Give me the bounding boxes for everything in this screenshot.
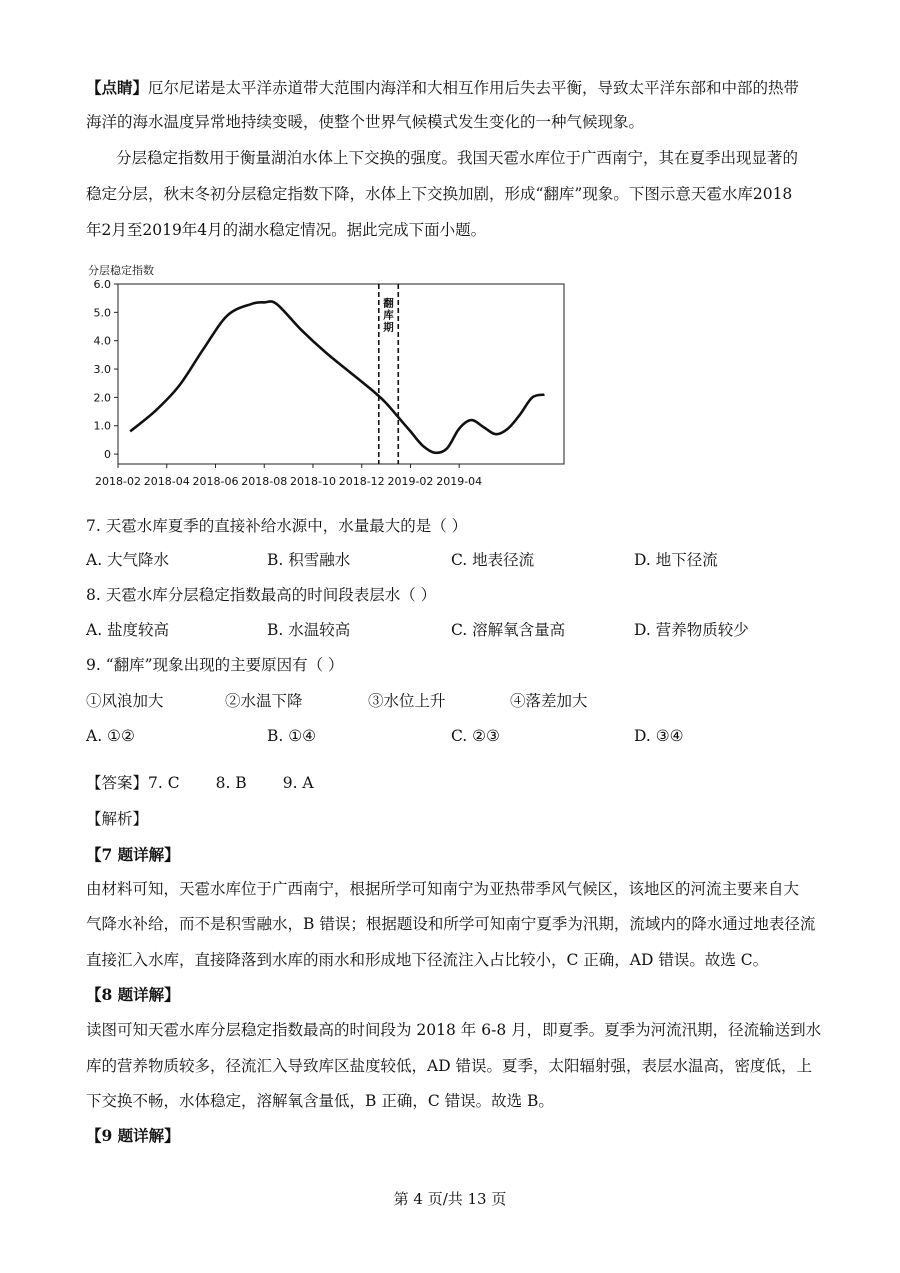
d8-line-2: 库的营养物质较多，径流汇入导致库区盐度较低，AD 错误。夏季，太阳辐射强，表层水温高，密度低，上 [86, 1057, 813, 1075]
q8-option-d[interactable]: D. 营养物质较少 [634, 621, 749, 639]
q9-item-3: ③水位上升 [368, 692, 446, 710]
q8-option-a[interactable]: A. 盐度较高 [86, 621, 170, 639]
y-tick-label: 3.0 [93, 363, 111, 377]
x-tick-label: 2018-06 [192, 475, 239, 488]
q7-stem: 7. 天雹水库夏季的直接补给水源中，水量最大的是（ ） [86, 517, 468, 535]
answer-label: 【答案】 [86, 774, 149, 792]
q9-item-1: ①风浪加大 [86, 692, 164, 710]
plot-frame [118, 284, 564, 464]
x-tick-label: 2019-04 [436, 475, 483, 488]
q9-option-a[interactable]: A. ①② [86, 727, 135, 745]
d7-title: 【7 题详解】 [86, 845, 180, 864]
tip-line-1 [86, 78, 826, 98]
stability-index-line [130, 301, 544, 452]
d8-title: 【8 题详解】 [86, 985, 180, 1004]
q7-option-c[interactable]: C. 地表径流 [451, 551, 535, 569]
material-line-1: 分层稳定指数用于衡量湖泊水体上下交换的强度。我国天雹水库位于广西南宁，其在夏季出现显著的 [116, 149, 799, 167]
q9-stem: 9. “翻库”现象出现的主要原因有（ ） [86, 656, 344, 674]
q7-option-b[interactable]: B. 积雪融水 [267, 551, 351, 569]
y-tick-label: 4.0 [93, 334, 111, 348]
turnover-period-label: 翻库期 [383, 297, 394, 334]
answer-8: 8. B [215, 774, 247, 792]
q9-item-2: ②水温下降 [225, 692, 303, 710]
stability-index-chart [84, 258, 574, 490]
x-tick-label: 2018-02 [95, 475, 141, 488]
y-tick-label: 6.0 [93, 278, 111, 291]
material-line-2: 稳定分层，秋末冬初分层稳定指数下降，水体上下交换加剧，形成“翻库”现象。下图示意天雹水库2018 [86, 185, 793, 203]
x-tick-label: 2018-08 [241, 475, 288, 488]
d8-line-3: 下交换不畅，水体稳定，溶解氧含量低，B 正确，C 错误。故选 B。 [86, 1092, 554, 1110]
answer-7: 7. C [148, 774, 180, 792]
d7-line-3: 直接汇入水库，直接降落到水库的雨水和形成地下径流注入占比较小，C 正确，AD 错误。故选 C。 [86, 951, 769, 969]
y-tick-label: 1.0 [93, 419, 111, 433]
y-axis-label: 分层稳定指数 [88, 264, 154, 277]
q9-option-b[interactable]: B. ①④ [267, 727, 317, 745]
x-tick-label: 2018-04 [143, 475, 190, 488]
page-footer: 第 4 页/共 13 页 [393, 1190, 507, 1208]
y-tick-label: 5.0 [93, 306, 111, 320]
y-tick-label: 2.0 [93, 391, 111, 405]
q7-option-d[interactable]: D. 地下径流 [634, 551, 718, 569]
x-tick-label: 2018-12 [338, 475, 385, 488]
q9-option-d[interactable]: D. ③④ [634, 727, 684, 745]
x-tick-label: 2019-02 [387, 475, 434, 488]
q8-option-c[interactable]: C. 溶解氧含量高 [451, 621, 566, 639]
answer-line [86, 773, 314, 793]
d8-line-1: 读图可知天雹水库分层稳定指数最高的时间段为 2018 年 6-8 月，即夏季。夏季为河流汛期，径流输送到水 [86, 1021, 822, 1039]
q8-option-b[interactable]: B. 水温较高 [267, 621, 351, 639]
tip-text-1: 厄尔尼诺是太平洋赤道带大范围内海洋和大相互作用后失去平衡，导致太平洋东部和中部的热带 [148, 79, 800, 97]
x-tick-label: 2018-10 [289, 475, 336, 488]
analysis-label: 【解析】 [86, 810, 149, 828]
q9-item-4: ④落差加大 [510, 692, 588, 710]
q9-option-c[interactable]: C. ②③ [451, 727, 500, 745]
tip-label: 【点睛】 [86, 78, 149, 97]
d7-line-2: 气降水补给，而不是积雪融水，B 错误；根据题设和所学可知南宁夏季为汛期，流域内的降水通过地表径流 [86, 915, 816, 933]
answer-9: 9. A [282, 774, 314, 792]
q8-stem: 8. 天雹水库分层稳定指数最高的时间段表层水（ ） [86, 586, 437, 604]
y-tick-label: 0 [104, 448, 111, 462]
tip-line-2: 海洋的海水温度异常地持续变暖，使整个世界气候模式发生变化的一种气候现象。 [86, 113, 645, 131]
q7-option-a[interactable]: A. 大气降水 [86, 551, 170, 569]
d7-line-1: 由材料可知，天雹水库位于广西南宁，根据所学可知南宁为亚热带季风气候区，该地区的河流主要来自大 [86, 880, 800, 898]
d9-title: 【9 题详解】 [86, 1126, 180, 1145]
material-line-3: 年2月至2019年4月的湖水稳定情况。据此完成下面小题。 [86, 221, 487, 239]
